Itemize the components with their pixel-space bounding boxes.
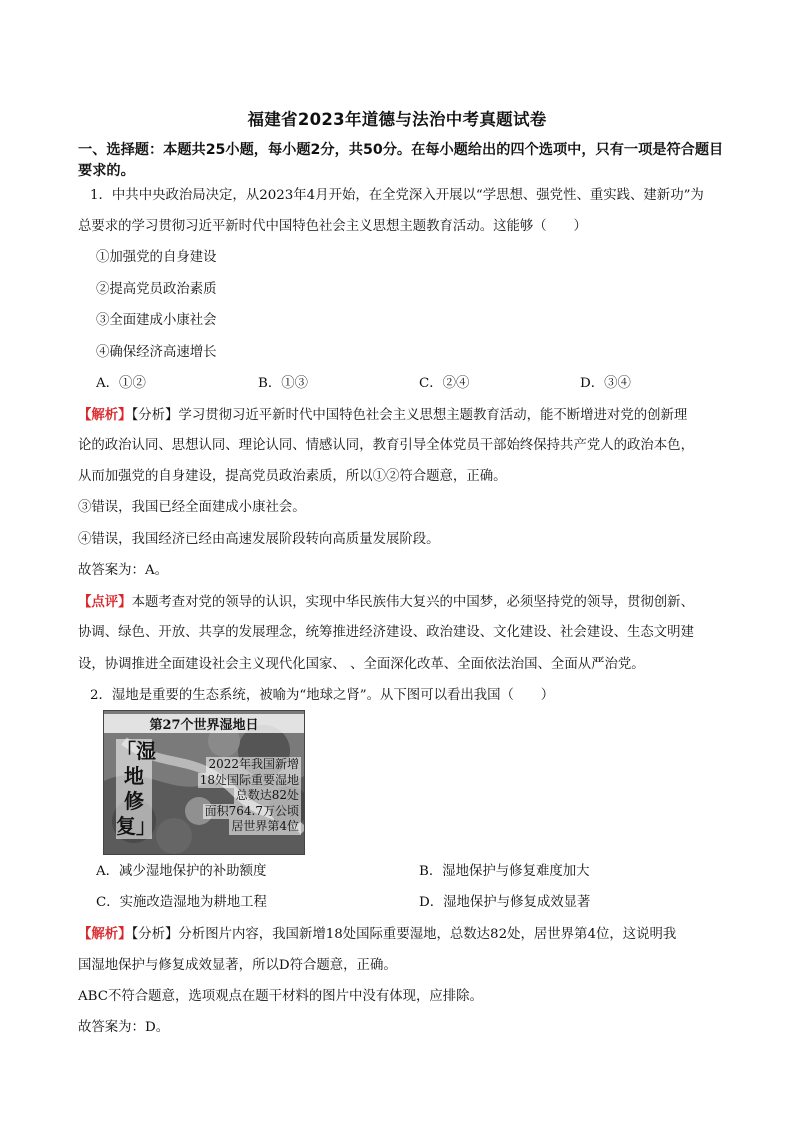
- q2-analysis-line-3: ABC不符合题意，选项观点在题干材料的图片中没有体现，应排除。: [78, 989, 483, 1004]
- q2-analysis-text: 【分析】分析图片内容，我国新增18处国际重要湿地，总数达82处，居世界第4位，这说明我: [131, 927, 677, 942]
- q1-analysis-line-1: [78, 405, 687, 426]
- q2-analysis-line-2: 国湿地保护与修复成效显著，所以D符合题意，正确。: [78, 958, 397, 973]
- figure-line-5: 居世界第4位: [231, 819, 299, 833]
- q1-comment-line-2: 协调、绿色、开放、共享的发展理念，统筹推进经济建设、政治建设、文化建设、社会建设、生态文明建: [78, 625, 694, 640]
- figure-line-4: 面积764.7万公顷: [204, 803, 299, 818]
- q1-analysis-line-3: 从而加强党的自身建设，提高党员政治素质，所以①②符合题意，正确。: [78, 469, 507, 484]
- q1-option-b: B．①③: [258, 376, 309, 391]
- section-heading: 一、选择题：本题共25小题，每小题2分，共50分。在每小题给出的四个选项中，只有一项是符合题目要求的。: [78, 142, 724, 179]
- q1-item-2: ②提高党员政治素质: [96, 282, 217, 297]
- q1-comment-text: 本题考查对党的领导的认识，实现中华民族伟大复兴的中国梦，必须坚持党的领导，贯彻创新、: [131, 595, 694, 610]
- figure-header: 第27个世界湿地日: [104, 714, 304, 733]
- q1-stem-line-2: 总要求的学习贯彻习近平新时代中国特色社会主义思想主题教育活动。这能够（ ）: [78, 219, 587, 234]
- wetland-day-image: [103, 710, 305, 855]
- q1-answer: 故答案为：A。: [78, 563, 169, 578]
- q1-item-1: ①加强党的自身建设: [96, 250, 217, 265]
- q2-option-b: B．湿地保护与修复难度加大: [419, 864, 590, 879]
- figure-vertical-title: [116, 739, 156, 839]
- vertical-char-1: 「湿: [116, 739, 156, 763]
- vertical-char-4: 复」: [116, 814, 156, 838]
- q1-item-4: ④确保经济高速增长: [96, 345, 217, 360]
- q1-comment-line-3: 设，协调推进全面建设社会主义现代化国家、 、全面深化改革、全面依法治国、全面从严治党。: [78, 657, 645, 672]
- q2-analysis-tag: 【解析】: [78, 926, 132, 942]
- figure-line-3: 总数达82处: [235, 788, 299, 802]
- q1-analysis-line-2: 论的政治认同、思想认同、理论认同、情感认同，教育引导全体党员干部始终保持共产党人的政治本色，: [78, 438, 694, 453]
- q1-option-c: C．②④: [419, 376, 470, 391]
- vertical-char-2: 地: [124, 764, 144, 788]
- q2-stem: 2．湿地是重要的生态系统，被喻为“地球之肾”。从下图可以看出我国（ ）: [90, 688, 555, 703]
- q1-item-3: ③全面建成小康社会: [96, 313, 217, 328]
- q1-option-a: A．①②: [96, 376, 146, 391]
- figure-line-1: 2022年我国新增: [208, 757, 299, 771]
- figure-text: [166, 757, 301, 835]
- q1-stem-line-1: 1．中共中央政治局决定，从2023年4月开始，在全党深入开展以“学思想、强党性、重实践、建新功”为: [90, 188, 704, 203]
- q2-option-a: A．减少湿地保护的补助额度: [96, 864, 267, 879]
- q2-answer: 故答案为：D。: [78, 1020, 170, 1035]
- page-title: 福建省2023年道德与法治中考真题试卷: [247, 110, 547, 129]
- figure-line-2: 18处国际重要湿地: [199, 772, 299, 787]
- q1-comment-line-1: [78, 592, 694, 613]
- q2-analysis-line-1: [78, 924, 676, 945]
- q1-analysis-tag: 【解析】: [78, 407, 132, 423]
- vertical-char-3: 修: [124, 789, 144, 813]
- q2-option-c: C．实施改造湿地为耕地工程: [96, 895, 267, 910]
- q1-option-d: D．③④: [580, 376, 631, 391]
- q1-analysis-line-4: ③错误，我国已经全面建成小康社会。: [78, 500, 306, 515]
- q2-option-d: D．湿地保护与修复成效显著: [419, 895, 591, 910]
- q1-comment-tag: 【点评】: [78, 594, 132, 610]
- q1-analysis-text: 【分析】学习贯彻习近平新时代中国特色社会主义思想主题教育活动，能不断增进对党的创新理: [131, 408, 688, 423]
- q1-analysis-line-5: ④错误，我国经济已经由高速发展阶段转向高质量发展阶段。: [78, 532, 440, 547]
